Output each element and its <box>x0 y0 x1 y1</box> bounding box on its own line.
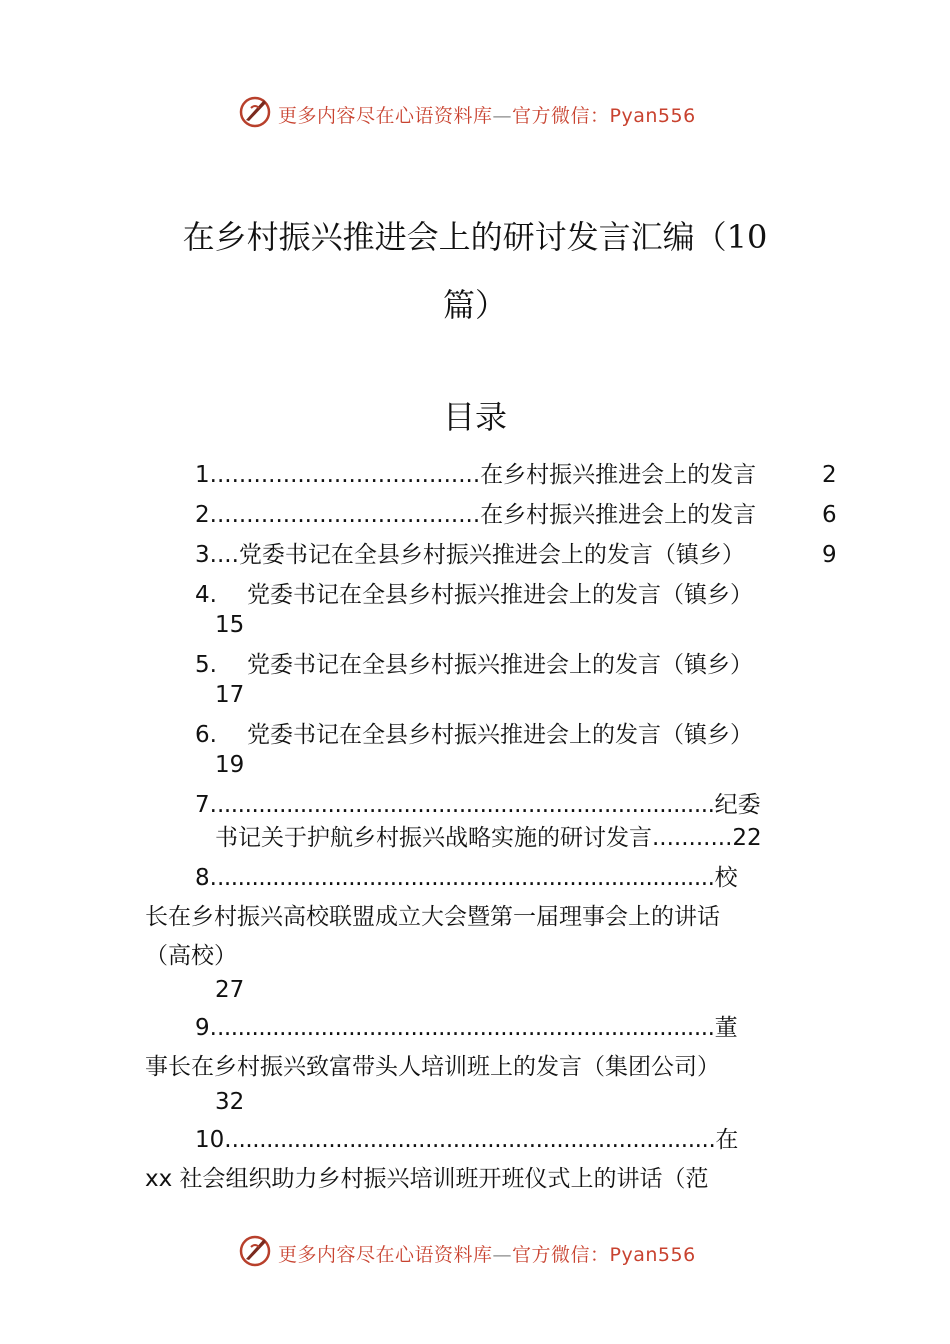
toc-page-4: 15 <box>215 612 245 638</box>
toc-number: 1. <box>195 462 217 488</box>
toc-title: 董 <box>714 1015 738 1041</box>
toc-entry-8-cont2: （高校） <box>145 943 237 969</box>
toc-number: 7. <box>195 792 217 818</box>
watermark-label: 官方微信： <box>512 105 610 127</box>
document-title-line2: 篇） <box>442 286 507 324</box>
quill-logo-icon <box>238 1233 272 1267</box>
toc-page-7: 22 <box>732 825 762 851</box>
toc-page-1: 2 <box>822 462 837 488</box>
toc-number: 2. <box>195 502 217 528</box>
toc-page-8: 27 <box>215 977 245 1003</box>
watermark-account: Pyan556 <box>609 1244 696 1266</box>
toc-number: 9. <box>195 1015 217 1041</box>
toc-entry-8-cont: 长在乡村振兴高校联盟成立大会暨第一届理事会上的讲话 <box>145 904 720 930</box>
toc-title: 党委书记在全县乡村振兴推进会上的发言（镇乡） <box>246 652 753 678</box>
toc-leader: ... <box>216 542 239 568</box>
toc-entry-8[interactable] <box>195 863 738 893</box>
watermark-separator: — <box>492 105 513 127</box>
toc-title-continued: 书记关于护航乡村振兴战略实施的研讨发言 <box>215 825 652 851</box>
watermark-prefix: 更多内容尽在心语资料库 <box>278 105 493 127</box>
toc-page-5: 17 <box>215 682 245 708</box>
toc-entry-4[interactable] <box>195 580 753 610</box>
toc-entry-6[interactable] <box>195 720 753 750</box>
toc-entry-7[interactable] <box>195 790 761 820</box>
toc-number: 6. <box>195 722 217 748</box>
toc-title: 纪委 <box>714 792 761 818</box>
toc-page-9: 32 <box>215 1089 245 1115</box>
toc-leader: ........................................................................ <box>216 865 715 891</box>
watermark-text <box>278 101 696 128</box>
toc-title: 党委书记在全县乡村振兴推进会上的发言（镇乡） <box>246 582 753 608</box>
watermark-prefix: 更多内容尽在心语资料库 <box>278 1244 493 1266</box>
document-title-line1: 在乡村振兴推进会上的研讨发言汇编（10 <box>182 218 768 256</box>
toc-page-2: 6 <box>822 502 837 528</box>
toc-leader: ........................................................................ <box>216 792 715 818</box>
toc-page-6: 19 <box>215 752 245 778</box>
watermark-separator: — <box>492 1244 513 1266</box>
toc-leader: ........... <box>652 825 733 851</box>
toc-entry-1[interactable] <box>195 460 756 490</box>
toc-title: 在 <box>715 1127 739 1153</box>
toc-title: 在乡村振兴推进会上的发言 <box>480 502 757 528</box>
toc-leader: ...................................................................... <box>231 1127 716 1153</box>
toc-title: 党委书记在全县乡村振兴推进会上的发言（镇乡） <box>238 542 745 568</box>
toc-entry-9[interactable] <box>195 1013 738 1043</box>
toc-entry-10[interactable] <box>195 1125 738 1155</box>
toc-entry-2[interactable] <box>195 500 756 530</box>
toc-title: 在乡村振兴推进会上的发言 <box>480 462 757 488</box>
header-watermark <box>0 94 950 134</box>
toc-title: 校 <box>714 865 738 891</box>
toc-entry-10-cont: xx 社会组织助力乡村振兴培训班开班仪式上的讲话（范 <box>145 1166 709 1192</box>
toc-entry-9-cont: 事长在乡村振兴致富带头人培训班上的发言（集团公司） <box>145 1054 720 1080</box>
toc-title: 党委书记在全县乡村振兴推进会上的发言（镇乡） <box>246 722 753 748</box>
toc-number: 4. <box>195 582 217 608</box>
watermark-text <box>278 1240 696 1267</box>
toc-entry-3[interactable] <box>195 540 745 570</box>
toc-number: 8. <box>195 865 217 891</box>
toc-heading: 目录 <box>442 398 507 436</box>
watermark-label: 官方微信： <box>512 1244 610 1266</box>
toc-number: 3. <box>195 542 217 568</box>
toc-leader: .................................... <box>216 462 481 488</box>
toc-number: 5. <box>195 652 217 678</box>
toc-leader: .................................... <box>216 502 481 528</box>
toc-page-3: 9 <box>822 542 837 568</box>
footer-watermark <box>0 1233 950 1273</box>
toc-entry-7-cont <box>215 823 762 853</box>
quill-logo-icon <box>238 94 272 128</box>
toc-number: 10. <box>195 1127 232 1153</box>
watermark-account: Pyan556 <box>609 105 696 127</box>
toc-entry-5[interactable] <box>195 650 753 680</box>
toc-leader: ........................................................................ <box>216 1015 715 1041</box>
